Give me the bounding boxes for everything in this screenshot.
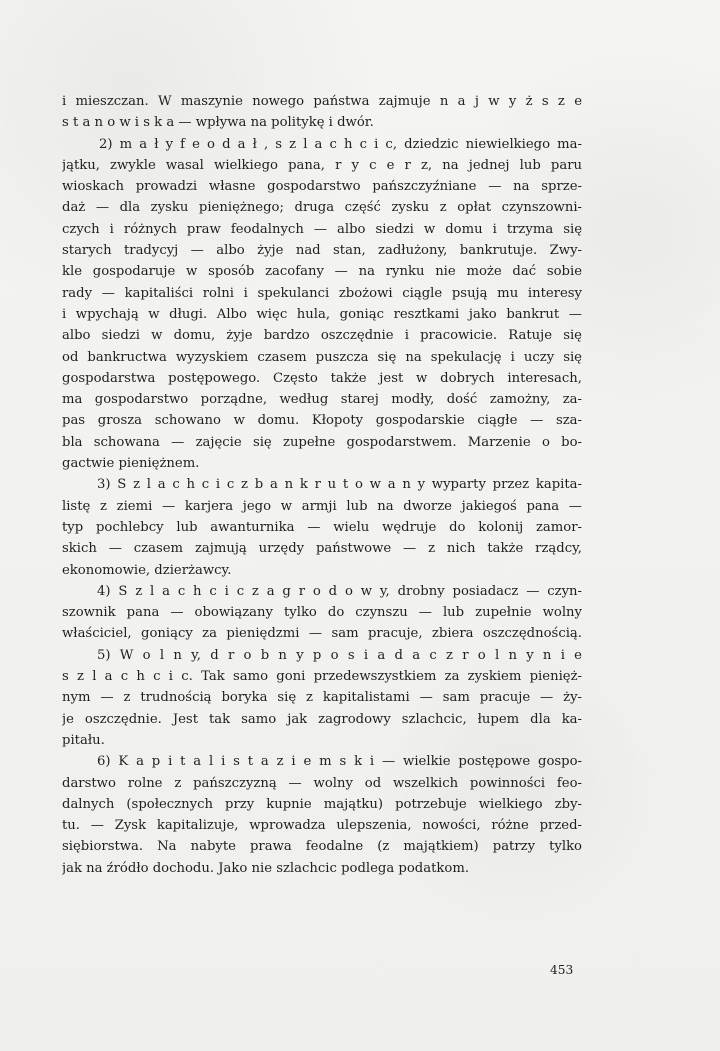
- text-line: darstwo rolne z pańszczyzną — wolny od wszelkich powinności feo-: [62, 775, 582, 791]
- text-line: skich — czasem zajmują urzędy państwowe — z nich także rządcy,: [62, 541, 582, 557]
- text-line: jątku, zwykle wasal wielkiego pana, r y c e r z, na jednej lub paru: [62, 157, 582, 173]
- text-line: bla schowana — zajęcie się zupełne gospodarstwem. Marzenie o bo-: [62, 434, 582, 450]
- document-text-block: [62, 91, 582, 879]
- text-line: rady — kapitaliści rolni i spekulanci zbożowi ciągle psują mu interesy: [62, 285, 582, 301]
- text-line: wioskach prowadzi własne gospodarstwo pańszczyźniane — na sprze-: [62, 179, 582, 195]
- text-line: pas grosza schowano w domu. Kłopoty gospodarskie ciągłe — sza-: [62, 413, 582, 429]
- text-line: szownik pana — obowiązany tylko do czynszu — lub zupełnie wolny: [62, 605, 582, 621]
- text-line: s t a n o w i s k a — wpływa na politykę i dwór.: [62, 115, 374, 131]
- text-line: nym — z trudnością boryka się z kapitalistami — sam pracuje — ży-: [62, 690, 582, 706]
- text-line: pitału.: [62, 732, 105, 748]
- text-line: daż — dla zysku pieniężnego; druga część zysku z opłat czynszowni-: [62, 200, 582, 216]
- text-line: listę z ziemi — karjera jego w armji lub na dworze jakiegoś pana —: [62, 498, 582, 514]
- text-line: 2) m a ł y f e o d a ł , s z l a c h c i c, dziedzic niewielkiego ma-: [99, 136, 582, 152]
- text-line: 5) W o l n y, d r o b n y p o s i a d a c z r o l n y n i e: [97, 647, 582, 663]
- text-line: 3) S z l a c h c i c z b a n k r u t o w a n y wyparty przez kapita-: [97, 477, 582, 493]
- text-line: albo siedzi w domu, żyje bardzo oszczędnie i pracowicie. Ratuje się: [62, 328, 582, 344]
- text-line: od bankructwa wyzyskiem czasem puszcza się na spekulację i uczy się: [62, 349, 582, 365]
- text-line: starych tradycyj — albo żyje nad stan, zadłużony, bankrutuje. Zwy-: [62, 243, 582, 259]
- text-line: i mieszczan. W maszynie nowego państwa zajmuje n a j w y ż s z e: [62, 94, 582, 109]
- text-line: s z l a c h c i c. Tak samo goni przedewszystkiem za zyskiem pienięż-: [62, 669, 582, 685]
- text-line: kle gospodaruje w sposób zacofany — na rynku nie może dać sobie: [62, 264, 582, 280]
- text-line: dalnych (społecznych przy kupnie majątku) potrzebuje wielkiego zby-: [62, 796, 582, 812]
- text-line: tu. — Zysk kapitalizuje, wprowadza ulepszenia, nowości, różne przed-: [62, 818, 582, 834]
- text-line: i wpychają w długi. Albo więc hula, goniąc resztkami jako bankrut —: [62, 306, 582, 322]
- text-line: 6) K a p i t a l i s t a z i e m s k i — wielkie postępowe gospo-: [97, 754, 582, 770]
- text-line: czych i różnych praw feodalnych — albo siedzi w domu i trzyma się: [62, 221, 582, 237]
- page-number: 453: [550, 963, 574, 977]
- text-line: jak na źródło dochodu. Jako nie szlachcic podlega podatkom.: [62, 860, 470, 876]
- text-line: je oszczędnie. Jest tak samo jak zagrodowy szlachcic, łupem dla ka-: [62, 711, 582, 727]
- text-line: siębiorstwa. Na nabyte prawa feodalne (z majątkiem) patrzy tylko: [62, 839, 582, 855]
- text-line: gospodarstwa postępowego. Często także jest w dobrych interesach,: [62, 370, 582, 386]
- text-line: typ pochlebcy lub awanturnika — wielu wędruje do kolonij zamor-: [62, 519, 582, 535]
- text-line: gactwie pieniężnem.: [62, 456, 200, 472]
- text-line: właściciel, goniący za pieniędzmi — sam pracuje, zbiera oszczędnością.: [62, 626, 582, 642]
- text-line: 4) S z l a c h c i c z a g r o d o w y, drobny posiadacz — czyn-: [97, 583, 582, 599]
- text-line: ma gospodarstwo porządne, według starej modły, dość zamożny, za-: [62, 392, 582, 408]
- text-line: ekonomowie, dzierżawcy.: [62, 562, 232, 578]
